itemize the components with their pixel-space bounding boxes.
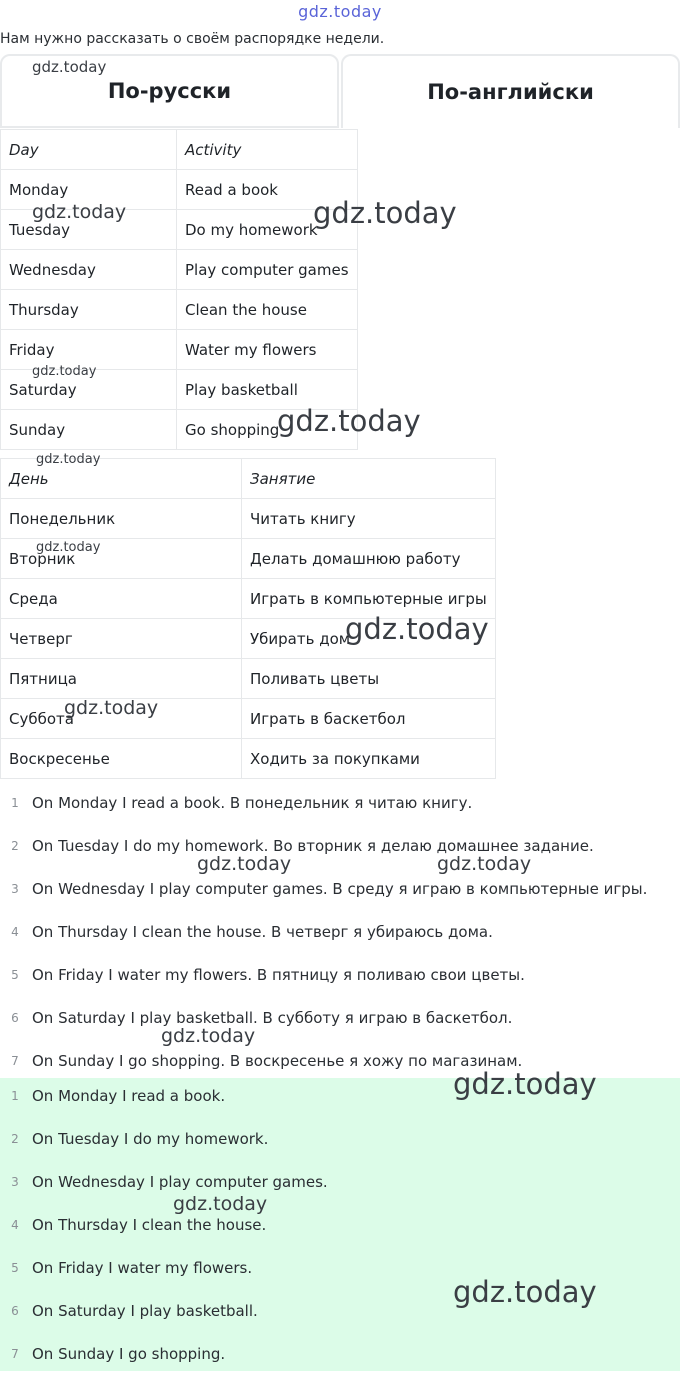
item-number: 7	[11, 1053, 19, 1068]
list-item	[0, 953, 680, 996]
intro-text: Нам нужно рассказать о своём распорядке недели.	[0, 31, 385, 47]
english-sentence-list	[0, 1074, 680, 1375]
cell-activity: Clean the house	[177, 290, 358, 330]
list-item	[0, 1332, 680, 1375]
cell-activity: Play computer games	[177, 250, 358, 290]
header-day: Day	[1, 130, 177, 170]
watermark: gdz.today	[64, 697, 159, 719]
cell-activity: Играть в баскетбол	[242, 699, 496, 739]
watermark: gdz.today	[437, 853, 532, 875]
table-row	[1, 290, 358, 330]
item-number: 6	[11, 1010, 19, 1025]
item-text: On Tuesday I do my homework. Во вторник я делаю домашнее задание.	[32, 836, 594, 855]
cell-day: Wednesday	[1, 250, 177, 290]
table-row	[1, 739, 496, 779]
cell-day: Saturday	[1, 370, 177, 410]
cell-activity: Water my flowers	[177, 330, 358, 370]
cell-activity: Go shopping	[177, 410, 358, 450]
cell-day: Пятница	[1, 659, 242, 699]
watermark: gdz.today	[36, 452, 101, 467]
table-row	[1, 539, 496, 579]
item-text: On Saturday I play basketball.	[32, 1301, 258, 1320]
watermark: gdz.today	[277, 404, 421, 438]
watermark: gdz.today	[197, 853, 292, 875]
item-number: 1	[11, 1088, 19, 1103]
watermark: gdz.today	[32, 364, 97, 379]
table-row	[1, 619, 496, 659]
header-activity: Занятие	[242, 459, 496, 499]
cell-day: Воскресенье	[1, 739, 242, 779]
table-row	[1, 499, 496, 539]
site-logo[interactable]: gdz.today	[298, 2, 382, 21]
table-row	[1, 170, 358, 210]
item-number: 5	[11, 967, 19, 982]
list-item	[0, 781, 680, 824]
table-header-row	[1, 459, 496, 499]
cell-day: Monday	[1, 170, 177, 210]
watermark: gdz.today	[345, 612, 489, 646]
table-row	[1, 370, 358, 410]
item-text: On Thursday I clean the house. В четверг я убираюсь дома.	[32, 922, 493, 941]
watermark: gdz.today	[313, 196, 457, 230]
item-text: On Saturday I play basketball. В субботу я играю в баскетбол.	[32, 1008, 513, 1027]
list-item	[0, 824, 680, 867]
cell-activity: Читать книгу	[242, 499, 496, 539]
table-row	[1, 579, 496, 619]
item-text: On Wednesday I play computer games.	[32, 1172, 328, 1191]
item-text: On Sunday I go shopping. В воскресенье я хожу по магазинам.	[32, 1051, 523, 1070]
item-number: 4	[11, 1217, 19, 1232]
item-number: 3	[11, 1174, 19, 1189]
tab-russian[interactable]: По-русски	[0, 54, 339, 128]
cell-activity: Поливать цветы	[242, 659, 496, 699]
item-number: 4	[11, 924, 19, 939]
russian-schedule-table	[0, 458, 496, 779]
item-text: On Monday I read a book. В понедельник я читаю книгу.	[32, 793, 473, 812]
list-item	[0, 1203, 680, 1246]
cell-day: Четверг	[1, 619, 242, 659]
watermark: gdz.today	[36, 540, 101, 555]
item-number: 2	[11, 838, 19, 853]
english-schedule-table	[0, 129, 358, 450]
cell-activity: Do my homework	[177, 210, 358, 250]
item-number: 5	[11, 1260, 19, 1275]
list-item	[0, 1289, 680, 1332]
cell-day: Понедельник	[1, 499, 242, 539]
watermark: gdz.today	[173, 1193, 268, 1215]
cell-activity: Play basketball	[177, 370, 358, 410]
cell-day: Sunday	[1, 410, 177, 450]
item-number: 1	[11, 795, 19, 810]
item-number: 6	[11, 1303, 19, 1318]
table-row	[1, 410, 358, 450]
cell-day: Friday	[1, 330, 177, 370]
item-text: On Thursday I clean the house.	[32, 1215, 267, 1234]
table-row	[1, 699, 496, 739]
item-text: On Friday I water my flowers.	[32, 1258, 253, 1277]
cell-day: Суббота	[1, 699, 242, 739]
cell-day: Thursday	[1, 290, 177, 330]
item-number: 2	[11, 1131, 19, 1146]
list-item	[0, 910, 680, 953]
cell-day: Среда	[1, 579, 242, 619]
language-tabs	[0, 54, 680, 128]
cell-activity: Ходить за покупками	[242, 739, 496, 779]
list-item	[0, 996, 680, 1039]
list-item	[0, 867, 680, 910]
table-row	[1, 210, 358, 250]
list-item	[0, 1246, 680, 1289]
item-number: 3	[11, 881, 19, 896]
table-header-row	[1, 130, 358, 170]
watermark: gdz.today	[32, 58, 107, 76]
header-day: День	[1, 459, 242, 499]
cell-day: Вторник	[1, 539, 242, 579]
bilingual-sentence-list	[0, 781, 680, 1082]
watermark: gdz.today	[161, 1025, 256, 1047]
cell-day: Tuesday	[1, 210, 177, 250]
cell-activity: Убирать дом	[242, 619, 496, 659]
tab-english[interactable]: По-английски	[341, 54, 680, 128]
table-row	[1, 330, 358, 370]
list-item	[0, 1117, 680, 1160]
item-number: 7	[11, 1346, 19, 1361]
list-item	[0, 1074, 680, 1117]
item-text: On Sunday I go shopping.	[32, 1344, 226, 1363]
item-text: On Tuesday I do my homework.	[32, 1129, 269, 1148]
watermark: gdz.today	[32, 201, 127, 223]
header-activity: Activity	[177, 130, 358, 170]
cell-activity: Делать домашнюю работу	[242, 539, 496, 579]
item-text: On Friday I water my flowers. В пятницу я поливаю свои цветы.	[32, 965, 525, 984]
table-row	[1, 250, 358, 290]
item-text: On Monday I read a book.	[32, 1086, 226, 1105]
list-item	[0, 1160, 680, 1203]
watermark: gdz.today	[453, 1067, 597, 1101]
cell-activity: Read a book	[177, 170, 358, 210]
item-text: On Wednesday I play computer games. В среду я играю в компьютерные игры.	[32, 879, 648, 898]
watermark: gdz.today	[453, 1275, 597, 1309]
table-row	[1, 659, 496, 699]
cell-activity: Играть в компьютерные игры	[242, 579, 496, 619]
